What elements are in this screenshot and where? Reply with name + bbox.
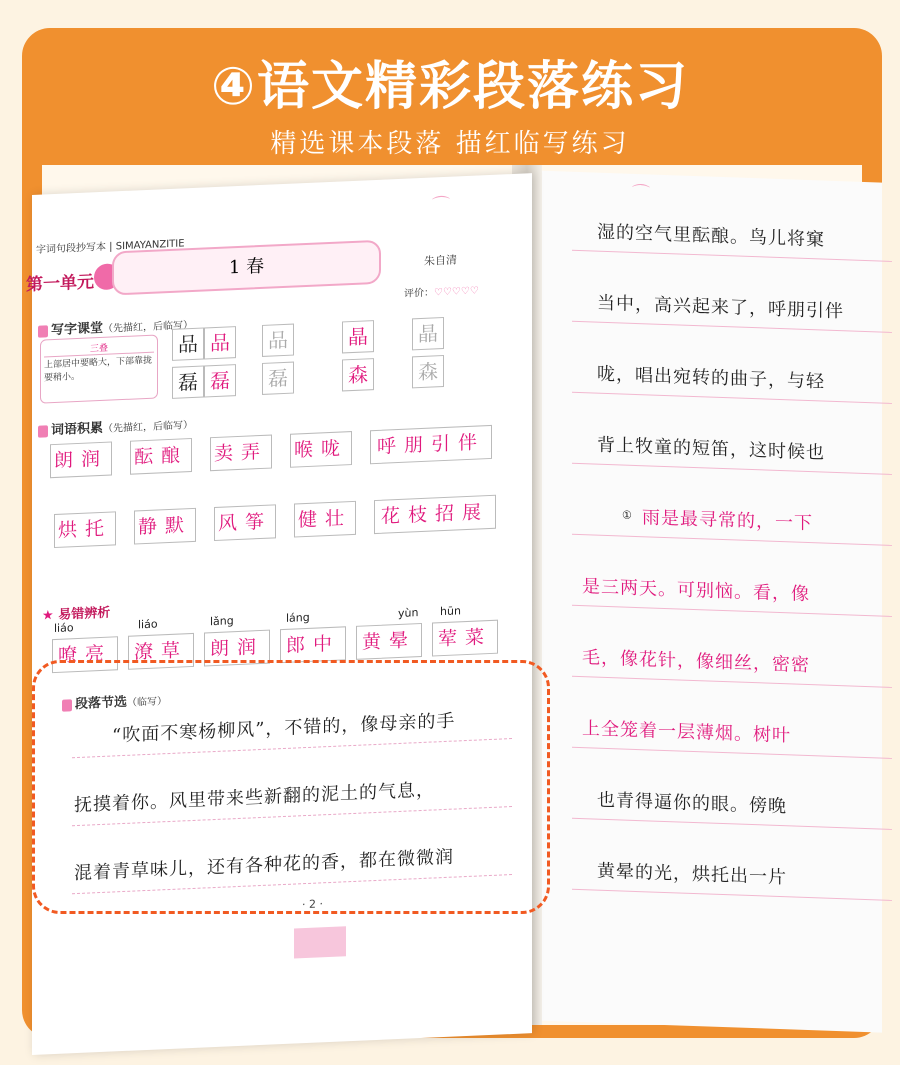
right-page-line: 毛，像花针，像细丝，密密: [582, 647, 810, 677]
vocab-word: [370, 425, 492, 464]
practice-char: 品: [204, 326, 236, 359]
confuse-word: [280, 626, 346, 663]
tip-title: 三叠: [44, 339, 154, 358]
pinyin-label: láng: [286, 610, 310, 625]
pinyin-label: lǎng: [210, 614, 234, 629]
pencil-icon: [38, 325, 48, 337]
practice-char: 品: [262, 324, 294, 357]
pinyin-label: liáo: [54, 621, 74, 636]
author: 朱自清: [424, 253, 457, 268]
right-page-line: 雨是最寻常的，一下: [642, 507, 813, 535]
guide-line: [572, 747, 892, 759]
right-page-line: 背上牧童的短笛，这时候也: [597, 434, 825, 464]
guide-line: [572, 534, 892, 546]
vocab-word: [374, 495, 496, 534]
vocab-word-text: 朗润: [50, 442, 112, 479]
practice-char: 品: [172, 327, 204, 360]
guide-line: [572, 463, 892, 475]
vocab-word-text: 健壮: [294, 501, 356, 538]
vocab-word: [290, 431, 352, 468]
practice-char: 晶: [342, 320, 374, 353]
guide-line: [572, 818, 892, 830]
right-page-line: 也青得逼你的眼。傍晚: [597, 789, 787, 818]
paragraph-line: “吹面不寒杨柳风”，不错的，像母亲的手: [112, 710, 456, 747]
guide-line: [572, 392, 892, 404]
confuse-word-text: 朗润: [204, 630, 270, 667]
guide-line: [572, 605, 892, 617]
practice-char: 森: [342, 358, 374, 391]
confuse-word-text: 郎中: [280, 626, 346, 663]
section-write: 写字课堂（先描红，后临写）: [38, 313, 193, 339]
vocab-word: [54, 511, 116, 548]
section-confuse: ★ 易错辨析: [42, 605, 111, 624]
confuse-word: [356, 623, 422, 660]
pinyin-label: yùn: [398, 606, 419, 621]
right-page-line: 湿的空气里酝酿。鸟儿将窠: [597, 221, 825, 251]
practice-char: 森: [412, 355, 444, 388]
confuse-word-text: 黄晕: [356, 623, 422, 660]
vocab-word: [50, 442, 112, 479]
vocab-word-text: 喉咙: [290, 431, 352, 468]
right-page-line: 是三两天。可别恼。看，像: [582, 576, 810, 606]
guide-line: [572, 676, 892, 688]
right-page: [522, 170, 882, 1033]
star-icon: ★: [42, 608, 54, 624]
highlight-dashed-outline: [32, 660, 550, 914]
vocab-word-text: 风筝: [214, 504, 276, 541]
pencil-icon: [38, 425, 48, 437]
guide-line: [572, 321, 892, 333]
page-number: · 2 ·: [302, 897, 323, 912]
vocab-word-text: 卖弄: [210, 435, 272, 472]
guide-line: [572, 889, 892, 901]
vocab-word-text: 酝酿: [130, 438, 192, 475]
rainbow-icon: ⌒: [632, 182, 650, 205]
vocab-word-text: 呼朋引伴: [370, 425, 492, 464]
banner-subtitle: 精选课本段落 描红临写练习: [270, 129, 630, 159]
vocab-word-text: 静默: [134, 508, 196, 545]
vocab-word-text: 花枝招展: [374, 495, 496, 534]
footnote-mark: ①: [622, 508, 633, 522]
right-page-line: 黄晕的光，烘托出一片: [597, 860, 787, 889]
vocab-word: [130, 438, 192, 475]
pinyin-label: liáo: [138, 617, 158, 632]
paragraph-line: 抚摸着你。风里带来些新翻的泥土的气息，: [74, 779, 435, 817]
right-page-line: 咙，唱出宛转的曲子，与轻: [597, 363, 825, 393]
vocab-word: [134, 508, 196, 545]
lesson-title: 1 春: [112, 240, 381, 296]
right-page-line: 上全笼着一层薄烟。树叶: [582, 718, 791, 747]
practice-char: 晶: [412, 317, 444, 350]
left-page: [26, 173, 532, 1055]
vocab-word-text: 烘托: [54, 511, 116, 548]
vocab-word: [210, 435, 272, 472]
rating: [404, 281, 479, 299]
guide-line: [572, 250, 892, 262]
rating-label: 评价：: [404, 287, 434, 300]
section-words: 词语积累（先描红，后临写）: [38, 413, 193, 439]
confuse-word: [432, 620, 498, 657]
rating-hearts: ♡♡♡♡♡: [434, 285, 479, 299]
section-paragraph: 段落节选（临写）: [62, 689, 167, 713]
right-page-line: 当中，高兴起来了，呼朋引伴: [597, 292, 844, 323]
pinyin-label: hūn: [440, 604, 461, 619]
banner-title: ④语文精彩段落练习: [210, 57, 690, 117]
practice-char: 磊: [204, 364, 236, 397]
vocab-word: [214, 504, 276, 541]
practice-char: 磊: [262, 362, 294, 395]
page-tab: [294, 926, 346, 958]
confuse-word-text: 嘹亮: [52, 636, 118, 673]
paragraph-line: 混着青草味儿，还有各种花的香，都在微微润: [74, 846, 454, 885]
practice-char: 磊: [172, 365, 204, 398]
tip-box: [40, 334, 158, 403]
rainbow-icon: ⌒: [432, 194, 450, 217]
header-book-title: 字词句段抄写本 | SIMAYANZITIE: [36, 238, 185, 256]
vocab-word: [294, 501, 356, 538]
confuse-word-text: 荤菜: [432, 620, 498, 657]
unit-label: 第一单元: [26, 272, 94, 296]
tip-text: 上部居中要略大，下部靠拢要稍小。: [44, 355, 153, 384]
confuse-word-text: 潦草: [128, 633, 194, 670]
